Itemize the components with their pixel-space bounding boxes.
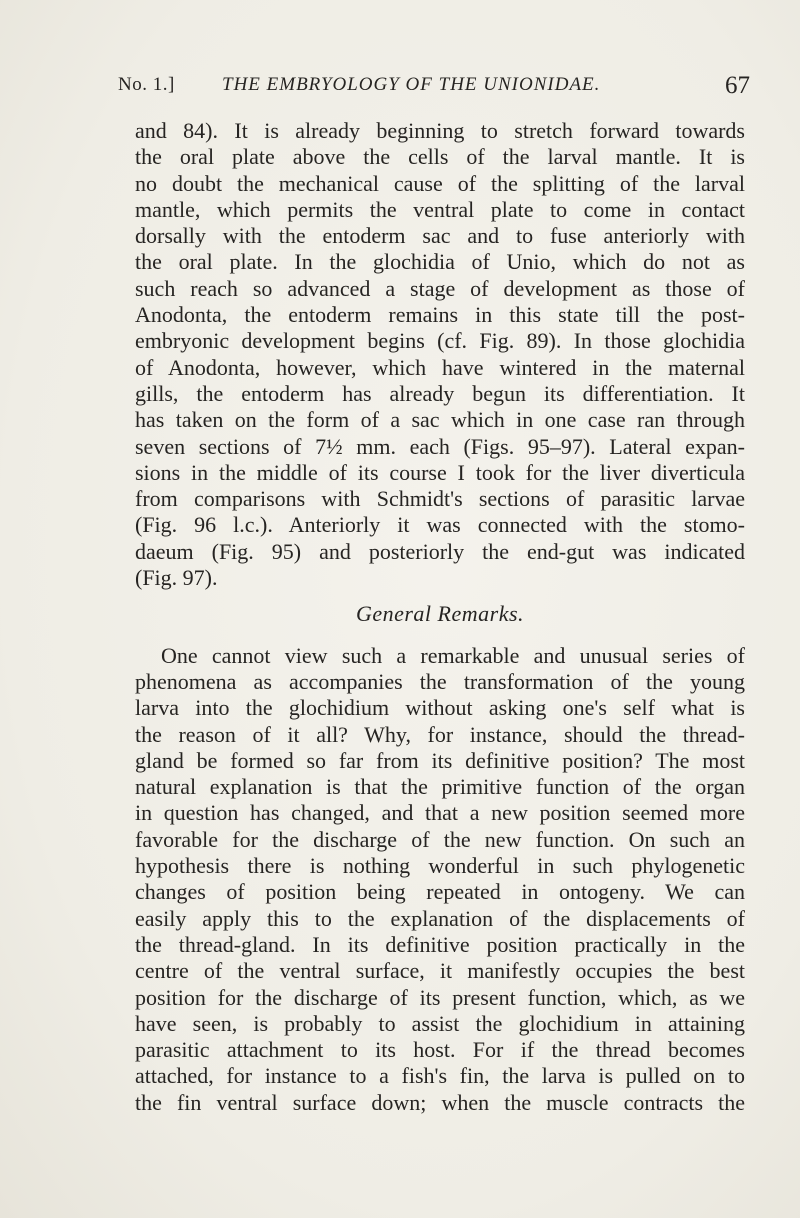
text-line: dorsally with the entoderm sac and to fuse anteriorly with bbox=[135, 223, 745, 249]
text-line: gills, the entoderm has already begun its differentiation. It bbox=[135, 380, 745, 406]
journal-number: No. 1.] bbox=[118, 74, 175, 95]
section-heading: General Remarks. bbox=[355, 601, 525, 627]
text-line: such reach so advanced a stage of development as those of bbox=[135, 275, 745, 301]
text-line: position for the discharge of its present function, which, as we bbox=[135, 984, 745, 1010]
text-line: hypothesis there is nothing wonderful in such phylogenetic bbox=[135, 853, 745, 879]
page-number: 67 bbox=[725, 72, 750, 99]
text-line: phenomena as accompanies the transformation of the young bbox=[135, 668, 745, 694]
running-title: THE EMBRYOLOGY OF THE UNIONIDAE. bbox=[222, 74, 601, 95]
text-line: the oral plate above the cells of the larval mantle. It is bbox=[135, 144, 745, 170]
text-line: attached, for instance to a fish's fin, the larva is pulled on to bbox=[135, 1063, 745, 1089]
text-line: the thread-gland. In its definitive position practically in the bbox=[135, 931, 745, 957]
text-line: no doubt the mechanical cause of the splitting of the larval bbox=[135, 170, 745, 196]
text-line: parasitic attachment to its host. For if the thread becomes bbox=[135, 1037, 745, 1063]
paragraph-1 bbox=[135, 118, 745, 591]
text-line: (Fig. 96 l.c.). Anteriorly it was connected with the stomo- bbox=[135, 512, 745, 538]
text-line: have seen, is probably to assist the glochidium in attaining bbox=[135, 1010, 745, 1036]
text-line: changes of position being repeated in ontogeny. We can bbox=[135, 879, 745, 905]
running-header bbox=[118, 72, 750, 102]
text-line: sions in the middle of its course I took for the liver diverticula bbox=[135, 459, 745, 485]
text-line: embryonic development begins (cf. Fig. 89). In those glochidia bbox=[135, 328, 745, 354]
text-line: easily apply this to the explanation of the displacements of bbox=[135, 905, 745, 931]
text-line: One cannot view such a remarkable and unusual series of bbox=[161, 642, 745, 668]
text-line: the reason of it all? Why, for instance, should the thread- bbox=[135, 721, 745, 747]
text-line: has taken on the form of a sac which in one case ran through bbox=[135, 407, 745, 433]
text-line: centre of the ventral surface, it manifestly occupies the best bbox=[135, 958, 745, 984]
text-line: (Fig. 97). bbox=[135, 565, 218, 591]
text-line: seven sections of 7½ mm. each (Figs. 95–97). Lateral expan- bbox=[135, 433, 745, 459]
paragraph-2 bbox=[135, 643, 745, 1116]
text-line: larva into the glochidium without asking one's self what is bbox=[135, 695, 745, 721]
text-line: the oral plate. In the glochidia of Unio, which do not as bbox=[135, 249, 745, 275]
text-line: mantle, which permits the ventral plate to come in contact bbox=[135, 196, 745, 222]
text-line: gland be formed so far from its definitive position? The most bbox=[135, 747, 745, 773]
body-text bbox=[135, 118, 745, 1116]
text-line: the fin ventral surface down; when the muscle contracts the bbox=[135, 1089, 745, 1115]
text-line: daeum (Fig. 95) and posteriorly the end-gut was indicated bbox=[135, 538, 745, 564]
text-line: and 84). It is already beginning to stretch forward towards bbox=[135, 118, 745, 143]
text-line: natural explanation is that the primitive function of the organ bbox=[135, 774, 745, 800]
text-line: favorable for the discharge of the new function. On such an bbox=[135, 826, 745, 852]
text-line: in question has changed, and that a new position seemed more bbox=[135, 800, 745, 826]
text-line: from comparisons with Schmidt's sections of parasitic larvae bbox=[135, 486, 745, 512]
text-line: of Anodonta, however, which have wintered in the maternal bbox=[135, 354, 745, 380]
text-line: Anodonta, the entoderm remains in this state till the post- bbox=[135, 302, 745, 328]
